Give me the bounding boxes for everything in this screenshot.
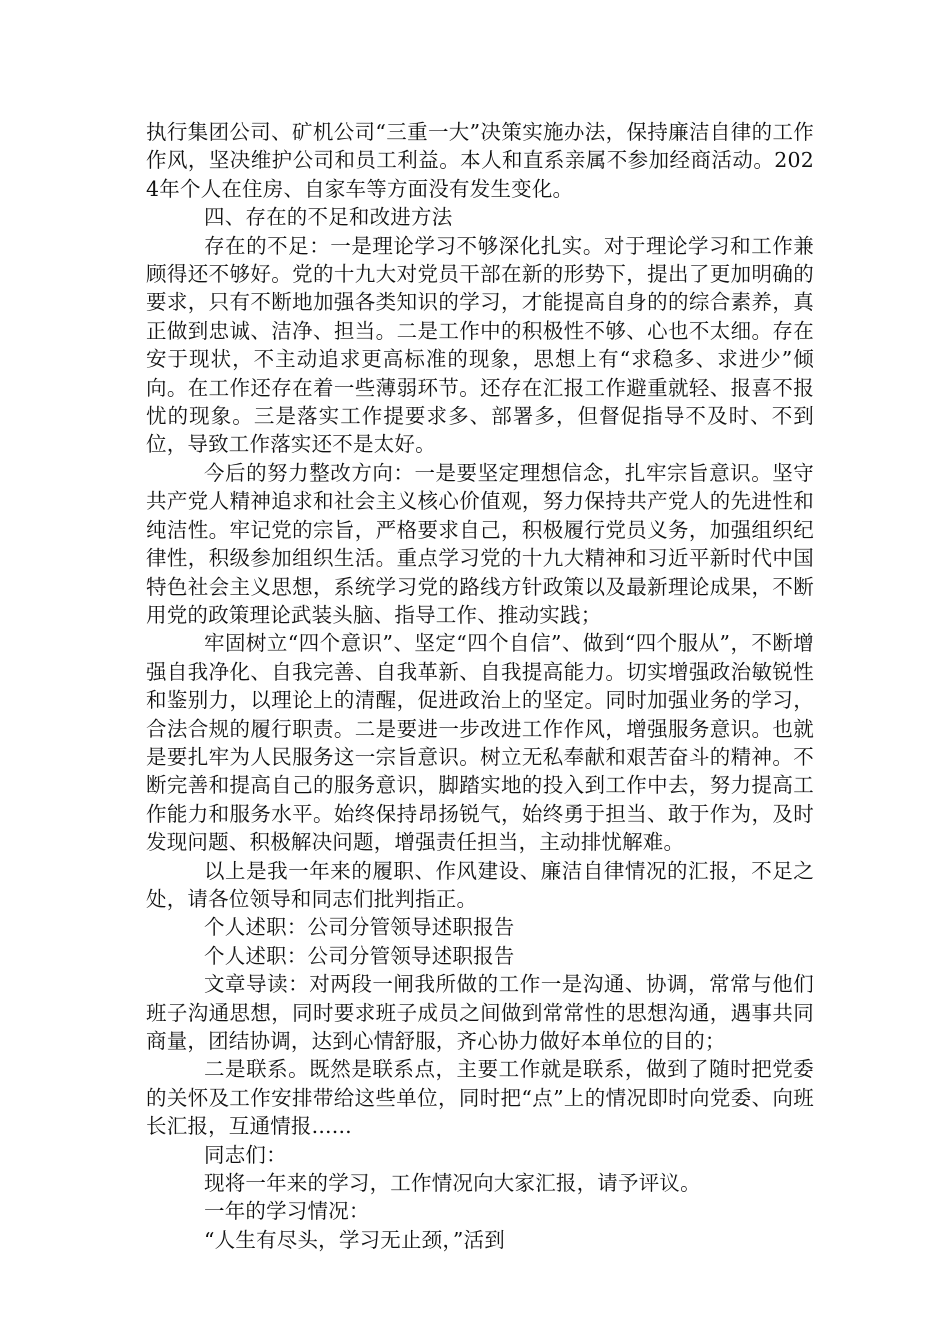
paragraph-integrity: 执行集团公司、矿机公司“三重一大”决策实施办法，保持廉洁自律的工作作风，坚决维护公司和员工利益。本人和直系亲属不参加经商活动。2024年个人在住房、自家车等方面没有发生变化。 — [146, 120, 814, 201]
salutation: 同志们： — [204, 1142, 287, 1167]
report-title-1: 个人述职：公司分管领导述职报告 — [204, 915, 515, 940]
paragraph-closing: 以上是我一年来的履职、作风建设、廉洁自律情况的汇报，不足之处，请各位领导和同志们批判指正。 — [146, 858, 814, 911]
document-page — [146, 118, 814, 1254]
paragraph-shortcomings: 存在的不足：一是理论学习不够深化扎实。对于理论学习和工作兼顾得还不够好。党的十九大对党员干部在新的形势下，提出了更加明确的要求，只有不断地加强各类知识的学习，才能提高自身的的综合素养，真正做到忠诚、洁净、担当。二是工作中的积极性不够、心也不太细。存在安于现状，不主动追求更高标准的现象，思想上有“求稳多、求进少”倾向。在工作还存在着一些薄弱环节。还存在汇报工作避重就轻、报喜不报忧的现象。三是落实工作提要求多、部署多，但督促指导不及时、不到位，导致工作落实还不是太好。 — [146, 233, 814, 457]
paragraph-guide: 文章导读：对两段一闸我所做的工作一是沟通、协调，常常与他们班子沟通思想，同时要求班子成员之间做到常常性的思想沟通，遇事共同商量，团结协调，达到心情舒服，齐心协力做好本单位的目的； — [146, 972, 814, 1053]
paragraph-study-quote: “人生有尽头，学习无止颈，”活到 — [204, 1227, 505, 1252]
section-heading-shortcomings: 四、存在的不足和改进方法 — [204, 205, 453, 230]
report-title-2: 个人述职：公司分管领导述职报告 — [204, 943, 515, 968]
paragraph-rectification: 今后的努力整改方向：一是要坚定理想信念，扎牢宗旨意识。坚守共产党人精神追求和社会主义核心价值观，努力保持共产党人的先进性和纯洁性。牢记党的宗旨，严格要求自己，积极履行党员义务，加强组织纪律性，积级参加组织生活。重点学习党的十九大精神和习近平新时代中国特色社会主义思想，系统学习党的路线方针政策以及最新理论成果，不断用党的政策理论武装头脑、指导工作、推动实践； — [146, 460, 814, 627]
section-heading-study: 一年的学习情况： — [204, 1199, 370, 1224]
paragraph-report-intro: 现将一年来的学习，工作情况向大家汇报，请予评议。 — [204, 1171, 701, 1196]
paragraph-four-consciousness: 牢固树立“四个意识”、坚定“四个自信”、做到“四个服从”，不断增强自我净化、自我完善、自我革新、自我提高能力。切实增强政治敏锐性和鉴别力，以理论上的清醒，促进政治上的坚定。同时加强业务的学习，合法合规的履行职责。二是要进一步改进工作作风，增强服务意识。也就是要扎牢为人民服务这一宗旨意识。树立无私奉献和艰苦奋斗的精神。不断完善和提高自己的服务意识，脚踏实地的投入到工作中去，努力提高工作能力和服务水平。始终保持昂扬锐气，始终勇于担当、敢于作为，及时发现问题、积极解决问题，增强责任担当，主动排忧解难。 — [146, 631, 814, 855]
paragraph-liaison: 二是联系。既然是联系点，主要工作就是联系，做到了随时把党委的关怀及工作安排带给这些单位，同时把“点”上的情况即时向党委、向班长汇报，互通情报...... — [146, 1057, 814, 1139]
